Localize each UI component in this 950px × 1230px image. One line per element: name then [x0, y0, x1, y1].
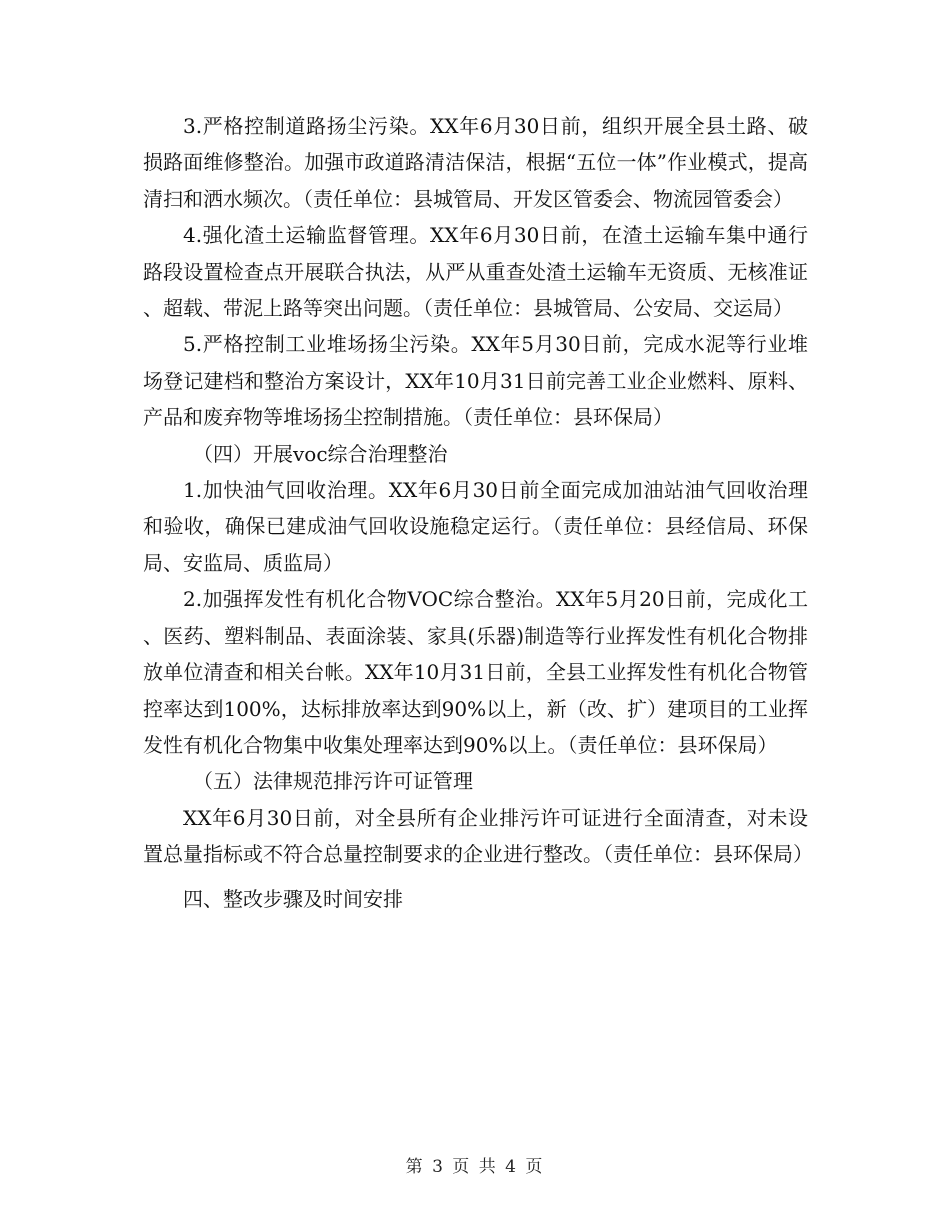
- document-body: [143, 108, 813, 917]
- section-heading-schedule: 四、整改步骤及时间安排: [183, 886, 403, 911]
- paragraph-vapor-recovery: 1.加快油气回收治理。XX年6月30日前全面完成加油站油气回收治理和验收，确保已建成油气回收设施稳定运行。（责任单位：县经信局、环保局、安监局、质监局）: [143, 478, 808, 575]
- paragraph-voc-control: 2.加强挥发性有机化合物VOC综合整治。XX年5月20日前，完成化工、医药、塑料制品、表面涂装、家具(乐器)制造等行业挥发性有机化合物排放单位清查和相关台帐。XX年10月31日前，全县工业挥发性有机化合物管控率达到100%，达标排放率达到90%以上，新（改、扩）建项目的工业挥发性有机化合物集中收集处理率达到90%以上。（责任单位：县环保局）: [143, 587, 808, 757]
- paragraph-muck-transport: 4.强化渣土运输监督管理。XX年6月30日前，在渣土运输车集中通行路段设置检查点开展联合执法，从严从重查处渣土运输车无资质、无核准证、超载、带泥上路等突出问题。（责任单位：县城管局、公安局、交运局）: [143, 223, 808, 321]
- paragraph-permit-review: XX年6月30日前，对全县所有企业排污许可证进行全面清查，对未设置总量指标或不符合总量控制要求的企业进行整改。（责任单位：县环保局）: [143, 805, 813, 867]
- paragraph-industrial-yard: 5.严格控制工业堆场扬尘污染。XX年5月30日前，完成水泥等行业堆场登记建档和整治方案设计，XX年10月31日前完善工业企业燃料、原料、产品和废弃物等堆场扬尘控制措施。（责任单位：县环保局）: [143, 332, 808, 430]
- page-number-footer: 第 3 页 共 4 页: [405, 1157, 545, 1177]
- section-heading-permit: （五）法律规范排污许可证管理: [193, 769, 473, 794]
- section-heading-voc: （四）开展voc综合治理整治: [193, 441, 448, 466]
- paragraph-road-dust: 3.严格控制道路扬尘污染。XX年6月30日前，组织开展全县土路、破损路面维修整治。加强市政道路清洁保洁，根据“五位一体”作业模式，提高清扫和洒水频次。（责任单位：县城管局、开发区管委会、物流园管委会）: [143, 114, 808, 211]
